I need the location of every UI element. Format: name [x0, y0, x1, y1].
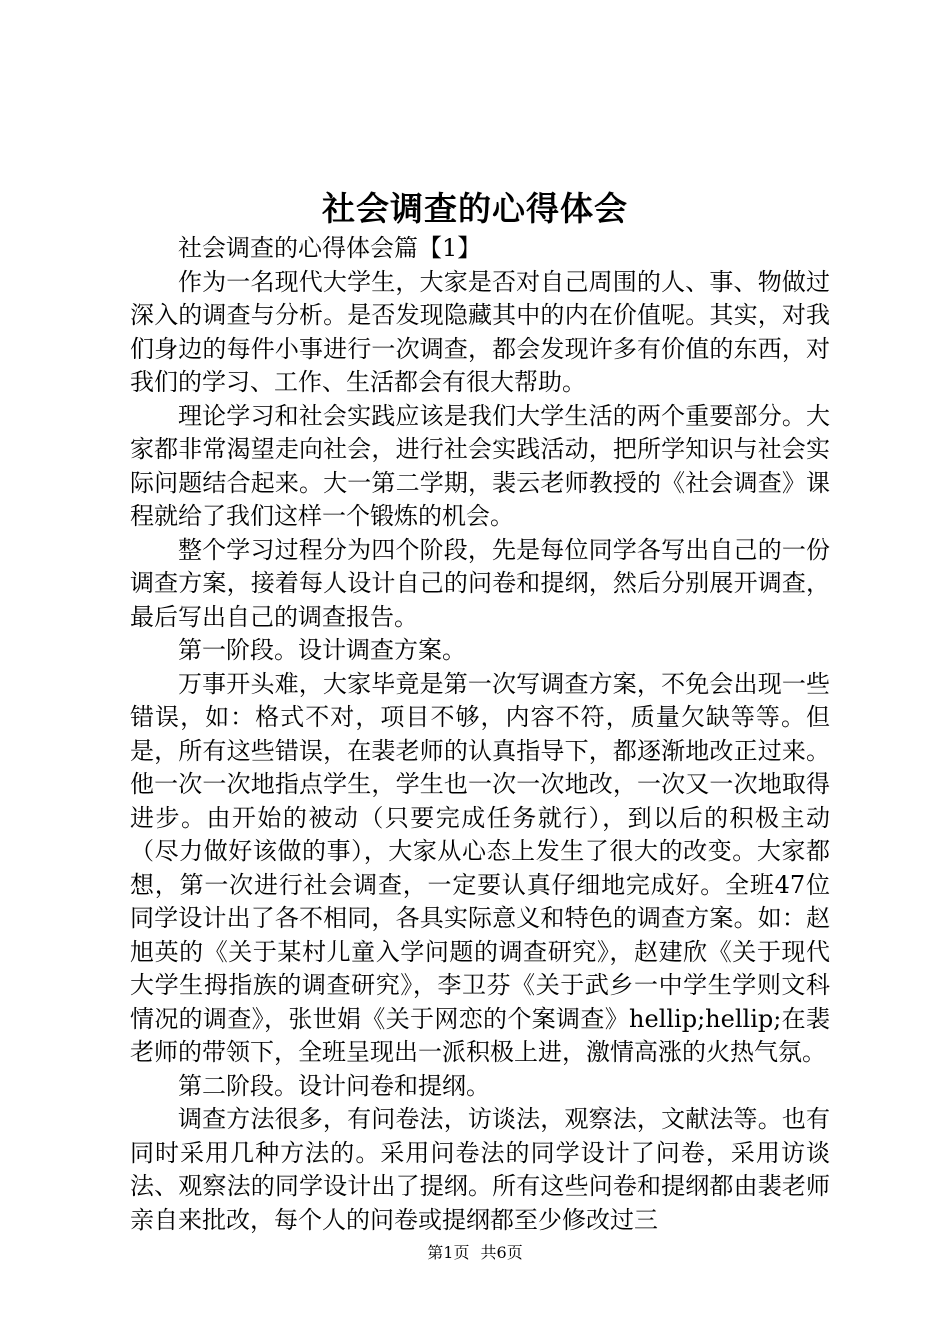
paragraph: 万事开头难，大家毕竟是第一次写调查方案，不免会出现一些错误，如：格式不对，项目不够，内容不符，质量欠缺等等。但是，所有这些错误，在裴老师的认真指导下，都逐渐地改正过来。他一次一次地指点学生，学生也一次一次地改，一次又一次地取得进步。由开始的被动（只要完成任务就行），到以后的积极主动（尽力做好该做的事），大家从心态上发生了很大的改变。大家都想，第一次进行社会调查，一定要认真仔细地完成好。全班47位同学设计出了各不相同，各具实际意义和特色的调查方案。如：赵旭英的《关于某村儿童入学问题的调查研究》，赵建欣《关于现代大学生拇指族的调查研究》，李卫芬《关于武乡一中学生学则文科情况的调查》，张世娟《关于网恋的个案调查》hellip;hellip;在裴老师的带领下，全班呈现出一派积极上进，激情高涨的火热气氛。	[130, 669, 830, 1066]
paragraph: 作为一名现代大学生，大家是否对自己周围的人、事、物做过深入的调查与分析。是否发现隐藏其中的内在价值呢。其实，对我们身边的每件小事进行一次调查，都会发现许多有价值的东西，对我们的学习、工作、生活都会有很大帮助。	[130, 267, 830, 396]
document-body	[130, 232, 830, 1237]
page-total: 共6页	[480, 1243, 523, 1262]
document-title: 社会调查的心得体会	[322, 189, 628, 228]
paragraph: 整个学习过程分为四个阶段，先是每位同学各写出自己的一份调查方案，接着每人设计自己的问卷和提纲，然后分别展开调查，最后写出自己的调查报告。	[130, 535, 830, 631]
section-heading: 社会调查的心得体会篇【1】	[178, 234, 482, 262]
page-number: 第1页	[427, 1243, 470, 1262]
paragraph: 理论学习和社会实践应该是我们大学生活的两个重要部分。大家都非常渴望走向社会，进行社会实践活动，把所学知识与社会实际问题结合起来。大一第二学期，裴云老师教授的《社会调查》课程就给了我们这样一个锻炼的机会。	[130, 401, 830, 530]
stage-heading: 第一阶段。设计调查方案。	[178, 636, 466, 664]
paragraph: 调查方法很多，有问卷法，访谈法，观察法，文献法等。也有同时采用几种方法的。采用问卷法的同学设计了问卷，采用访谈法、观察法的同学设计出了提纲。所有这些问卷和提纲都由裴老师亲自来批改，每个人的问卷或提纲都至少修改过三	[130, 1105, 830, 1234]
stage-heading: 第二阶段。设计问卷和提纲。	[178, 1071, 490, 1100]
page-footer	[0, 1242, 950, 1264]
